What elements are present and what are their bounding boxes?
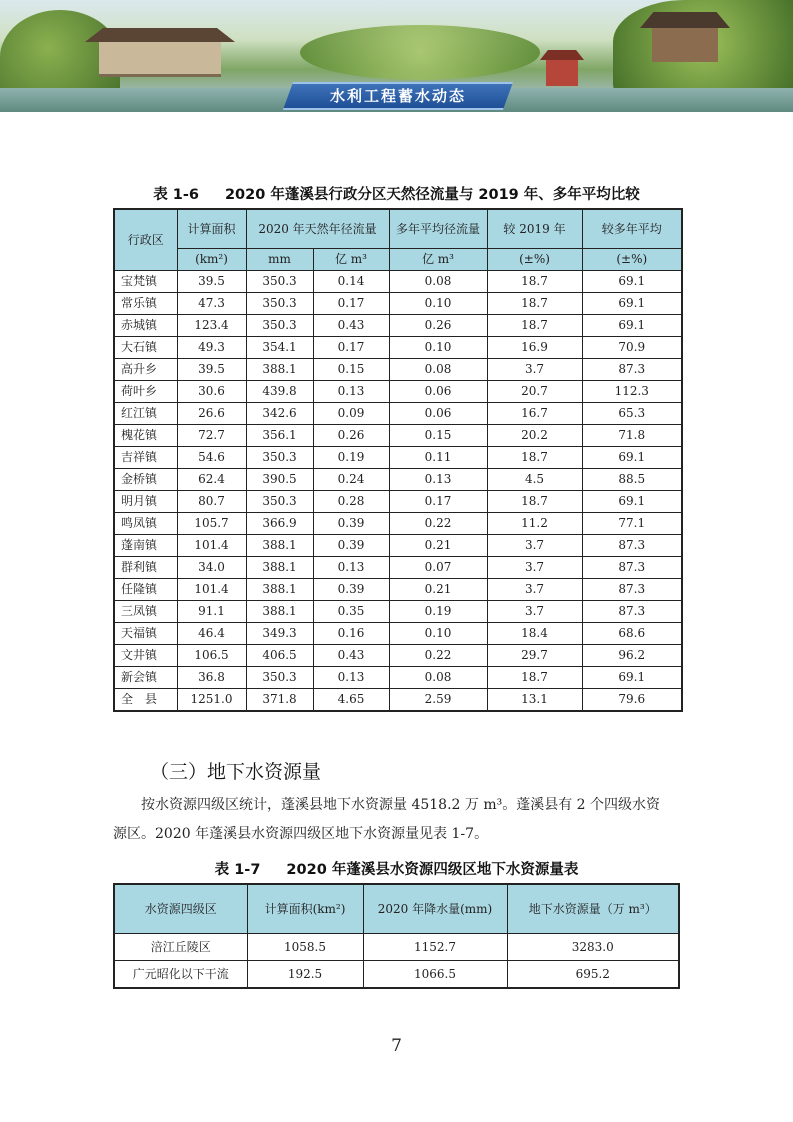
row-vs-2019: 18.7 xyxy=(487,293,582,315)
row-area: 49.3 xyxy=(177,337,246,359)
table2-header: 水资源四级区 xyxy=(114,884,247,934)
table-row xyxy=(114,425,682,447)
row-runoff-mm: 406.5 xyxy=(246,645,313,667)
row-name: 赤城镇 xyxy=(114,315,177,337)
row-rainfall: 1066.5 xyxy=(363,961,507,989)
row-vs-2019: 3.7 xyxy=(487,535,582,557)
row-runoff-mm: 366.9 xyxy=(246,513,313,535)
table-row xyxy=(114,293,682,315)
row-avg-runoff: 0.15 xyxy=(389,425,487,447)
row-vs-avg: 68.6 xyxy=(582,623,682,645)
row-name: 任隆镇 xyxy=(114,579,177,601)
table-row xyxy=(114,337,682,359)
row-vs-avg: 70.9 xyxy=(582,337,682,359)
row-vs-2019: 18.7 xyxy=(487,491,582,513)
row-name: 金桥镇 xyxy=(114,469,177,491)
row-runoff-mm: 356.1 xyxy=(246,425,313,447)
table-row xyxy=(114,579,682,601)
row-runoff-yi: 4.65 xyxy=(313,689,389,712)
row-area: 1251.0 xyxy=(177,689,246,712)
row-zone: 广元昭化以下干流 xyxy=(114,961,247,989)
row-vs-2019: 3.7 xyxy=(487,359,582,381)
row-avg-runoff: 0.10 xyxy=(389,293,487,315)
row-vs-avg: 69.1 xyxy=(582,271,682,293)
row-runoff-yi: 0.17 xyxy=(313,337,389,359)
header-runoff-2020: 2020 年天然年径流量 xyxy=(246,209,389,249)
table-row xyxy=(114,961,679,989)
row-area: 123.4 xyxy=(177,315,246,337)
row-vs-2019: 3.7 xyxy=(487,601,582,623)
row-runoff-mm: 388.1 xyxy=(246,535,313,557)
row-vs-2019: 11.2 xyxy=(487,513,582,535)
row-runoff-yi: 0.19 xyxy=(313,447,389,469)
table2-caption-number: 表 1-7 xyxy=(214,862,261,878)
row-runoff-yi: 0.13 xyxy=(313,381,389,403)
row-groundwater: 695.2 xyxy=(507,961,679,989)
row-runoff-yi: 0.09 xyxy=(313,403,389,425)
banner-pavilion-left xyxy=(85,28,235,78)
row-avg-runoff: 0.06 xyxy=(389,381,487,403)
row-runoff-yi: 0.17 xyxy=(313,293,389,315)
row-runoff-mm: 388.1 xyxy=(246,359,313,381)
row-area: 1058.5 xyxy=(247,934,363,961)
row-runoff-mm: 350.3 xyxy=(246,491,313,513)
row-name: 全 县 xyxy=(114,689,177,712)
groundwater-table xyxy=(113,883,680,989)
row-vs-2019: 18.7 xyxy=(487,315,582,337)
header-area: 计算面积 xyxy=(177,209,246,249)
row-name: 吉祥镇 xyxy=(114,447,177,469)
row-runoff-yi: 0.14 xyxy=(313,271,389,293)
row-vs-2019: 4.5 xyxy=(487,469,582,491)
row-avg-runoff: 0.10 xyxy=(389,337,487,359)
row-name: 新会镇 xyxy=(114,667,177,689)
header-mm: mm xyxy=(246,249,313,271)
row-vs-2019: 3.7 xyxy=(487,579,582,601)
row-runoff-yi: 0.39 xyxy=(313,513,389,535)
row-vs-avg: 77.1 xyxy=(582,513,682,535)
table2-header: 计算面积(km²) xyxy=(247,884,363,934)
row-runoff-mm: 350.3 xyxy=(246,315,313,337)
table-row xyxy=(114,381,682,403)
table2-caption xyxy=(0,858,793,879)
header-yi-m3: 亿 m³ xyxy=(313,249,389,271)
row-area: 36.8 xyxy=(177,667,246,689)
row-avg-runoff: 0.08 xyxy=(389,667,487,689)
table1-caption-title: 2020 年蓬溪县行政分区天然径流量与 2019 年、多年平均比较 xyxy=(224,187,640,203)
paragraph-line-2: 源区。2020 年蓬溪县水资源四级区地下水资源量见表 1-7。 xyxy=(113,826,489,842)
banner-trees xyxy=(300,25,540,80)
row-vs-2019: 18.7 xyxy=(487,667,582,689)
table-row xyxy=(114,623,682,645)
row-vs-avg: 69.1 xyxy=(582,293,682,315)
row-runoff-yi: 0.15 xyxy=(313,359,389,381)
table-row xyxy=(114,645,682,667)
row-area: 34.0 xyxy=(177,557,246,579)
row-runoff-mm: 342.6 xyxy=(246,403,313,425)
runoff-table xyxy=(113,208,683,712)
row-runoff-mm: 350.3 xyxy=(246,447,313,469)
row-vs-2019: 16.9 xyxy=(487,337,582,359)
row-vs-avg: 71.8 xyxy=(582,425,682,447)
row-area: 80.7 xyxy=(177,491,246,513)
row-runoff-mm: 388.1 xyxy=(246,579,313,601)
table-row xyxy=(114,271,682,293)
row-runoff-mm: 388.1 xyxy=(246,557,313,579)
row-runoff-mm: 350.3 xyxy=(246,293,313,315)
table-row xyxy=(114,469,682,491)
row-avg-runoff: 0.22 xyxy=(389,645,487,667)
header-vs-avg-unit: (±%) xyxy=(582,249,682,271)
table-row xyxy=(114,359,682,381)
row-name: 三凤镇 xyxy=(114,601,177,623)
row-avg-runoff: 0.11 xyxy=(389,447,487,469)
row-name: 宝梵镇 xyxy=(114,271,177,293)
row-area: 91.1 xyxy=(177,601,246,623)
row-avg-runoff: 0.21 xyxy=(389,535,487,557)
header-vs-2019-unit: (±%) xyxy=(487,249,582,271)
row-runoff-yi: 0.13 xyxy=(313,667,389,689)
table-row xyxy=(114,557,682,579)
row-runoff-yi: 0.24 xyxy=(313,469,389,491)
row-area: 39.5 xyxy=(177,271,246,293)
row-name: 明月镇 xyxy=(114,491,177,513)
row-avg-runoff: 0.10 xyxy=(389,623,487,645)
row-avg-runoff: 0.06 xyxy=(389,403,487,425)
row-zone: 涪江丘陵区 xyxy=(114,934,247,961)
row-name: 天福镇 xyxy=(114,623,177,645)
row-vs-avg: 87.3 xyxy=(582,557,682,579)
table-row xyxy=(114,491,682,513)
row-avg-runoff: 0.08 xyxy=(389,359,487,381)
row-name: 群利镇 xyxy=(114,557,177,579)
table-row xyxy=(114,315,682,337)
row-runoff-mm: 349.3 xyxy=(246,623,313,645)
row-vs-avg: 87.3 xyxy=(582,601,682,623)
row-area: 101.4 xyxy=(177,535,246,557)
table1-caption xyxy=(0,183,793,204)
row-runoff-yi: 0.26 xyxy=(313,425,389,447)
header-region: 行政区 xyxy=(114,209,177,271)
page-number: 7 xyxy=(391,1036,402,1056)
table-row xyxy=(114,934,679,961)
row-vs-2019: 20.2 xyxy=(487,425,582,447)
row-vs-avg: 69.1 xyxy=(582,491,682,513)
row-runoff-yi: 0.35 xyxy=(313,601,389,623)
table-row xyxy=(114,535,682,557)
row-name: 文井镇 xyxy=(114,645,177,667)
row-runoff-mm: 350.3 xyxy=(246,667,313,689)
banner-title: 水利工程蓄水动态 xyxy=(329,87,466,105)
row-area: 39.5 xyxy=(177,359,246,381)
row-vs-2019: 29.7 xyxy=(487,645,582,667)
row-area: 54.6 xyxy=(177,447,246,469)
row-runoff-yi: 0.13 xyxy=(313,557,389,579)
row-vs-2019: 18.7 xyxy=(487,447,582,469)
header-vs-2019: 较 2019 年 xyxy=(487,209,582,249)
row-runoff-mm: 388.1 xyxy=(246,601,313,623)
row-vs-avg: 87.3 xyxy=(582,579,682,601)
row-vs-2019: 13.1 xyxy=(487,689,582,712)
table2-header: 2020 年降水量(mm) xyxy=(363,884,507,934)
row-runoff-yi: 0.16 xyxy=(313,623,389,645)
row-vs-avg: 69.1 xyxy=(582,667,682,689)
table-row xyxy=(114,513,682,535)
row-avg-runoff: 0.08 xyxy=(389,271,487,293)
table2-header: 地下水资源量（万 m³） xyxy=(507,884,679,934)
row-area: 106.5 xyxy=(177,645,246,667)
row-area: 26.6 xyxy=(177,403,246,425)
row-avg-runoff: 2.59 xyxy=(389,689,487,712)
row-vs-avg: 96.2 xyxy=(582,645,682,667)
row-runoff-mm: 354.1 xyxy=(246,337,313,359)
row-name: 高升乡 xyxy=(114,359,177,381)
row-groundwater: 3283.0 xyxy=(507,934,679,961)
table-row xyxy=(114,601,682,623)
row-name: 荷叶乡 xyxy=(114,381,177,403)
row-avg-runoff: 0.26 xyxy=(389,315,487,337)
row-avg-runoff: 0.19 xyxy=(389,601,487,623)
table2-caption-title: 2020 年蓬溪县水资源四级区地下水资源量表 xyxy=(286,862,579,878)
section-title: （三）地下水资源量 xyxy=(150,761,322,783)
banner-pavilion-small xyxy=(540,50,584,92)
row-runoff-mm: 390.5 xyxy=(246,469,313,491)
row-rainfall: 1152.7 xyxy=(363,934,507,961)
table-row xyxy=(114,447,682,469)
row-vs-avg: 69.1 xyxy=(582,447,682,469)
row-avg-runoff: 0.17 xyxy=(389,491,487,513)
banner-pavilion-right xyxy=(640,12,730,67)
row-vs-2019: 16.7 xyxy=(487,403,582,425)
header-area-unit: (km²) xyxy=(177,249,246,271)
row-avg-runoff: 0.21 xyxy=(389,579,487,601)
row-runoff-mm: 371.8 xyxy=(246,689,313,712)
header-avg-unit: 亿 m³ xyxy=(389,249,487,271)
row-vs-2019: 20.7 xyxy=(487,381,582,403)
row-area: 72.7 xyxy=(177,425,246,447)
row-vs-2019: 18.4 xyxy=(487,623,582,645)
row-vs-avg: 69.1 xyxy=(582,315,682,337)
table-row xyxy=(114,689,682,712)
row-area: 105.7 xyxy=(177,513,246,535)
row-name: 常乐镇 xyxy=(114,293,177,315)
row-runoff-yi: 0.39 xyxy=(313,535,389,557)
row-avg-runoff: 0.13 xyxy=(389,469,487,491)
row-vs-avg: 79.6 xyxy=(582,689,682,712)
header-vs-avg: 较多年平均 xyxy=(582,209,682,249)
row-name: 红江镇 xyxy=(114,403,177,425)
row-vs-avg: 87.3 xyxy=(582,535,682,557)
row-runoff-mm: 439.8 xyxy=(246,381,313,403)
row-avg-runoff: 0.07 xyxy=(389,557,487,579)
row-vs-2019: 3.7 xyxy=(487,557,582,579)
row-area: 101.4 xyxy=(177,579,246,601)
row-vs-avg: 112.3 xyxy=(582,381,682,403)
row-area: 47.3 xyxy=(177,293,246,315)
table1-caption-number: 表 1-6 xyxy=(153,187,199,203)
row-name: 大石镇 xyxy=(114,337,177,359)
table-row xyxy=(114,403,682,425)
row-name: 蓬南镇 xyxy=(114,535,177,557)
row-runoff-yi: 0.43 xyxy=(313,315,389,337)
row-name: 槐花镇 xyxy=(114,425,177,447)
row-runoff-yi: 0.43 xyxy=(313,645,389,667)
row-area: 46.4 xyxy=(177,623,246,645)
header-banner xyxy=(0,0,793,112)
table-row xyxy=(114,667,682,689)
row-area: 192.5 xyxy=(247,961,363,989)
row-name: 鸣凤镇 xyxy=(114,513,177,535)
row-runoff-yi: 0.28 xyxy=(313,491,389,513)
row-area: 30.6 xyxy=(177,381,246,403)
paragraph xyxy=(113,791,683,849)
row-vs-avg: 87.3 xyxy=(582,359,682,381)
row-avg-runoff: 0.22 xyxy=(389,513,487,535)
row-runoff-mm: 350.3 xyxy=(246,271,313,293)
row-area: 62.4 xyxy=(177,469,246,491)
row-vs-avg: 65.3 xyxy=(582,403,682,425)
header-avg-runoff: 多年平均径流量 xyxy=(389,209,487,249)
row-runoff-yi: 0.39 xyxy=(313,579,389,601)
paragraph-line-1: 按水资源四级区统计，蓬溪县地下水资源量 4518.2 万 m³。蓬溪县有 2 个四级水资 xyxy=(141,797,661,813)
row-vs-2019: 18.7 xyxy=(487,271,582,293)
row-vs-avg: 88.5 xyxy=(582,469,682,491)
